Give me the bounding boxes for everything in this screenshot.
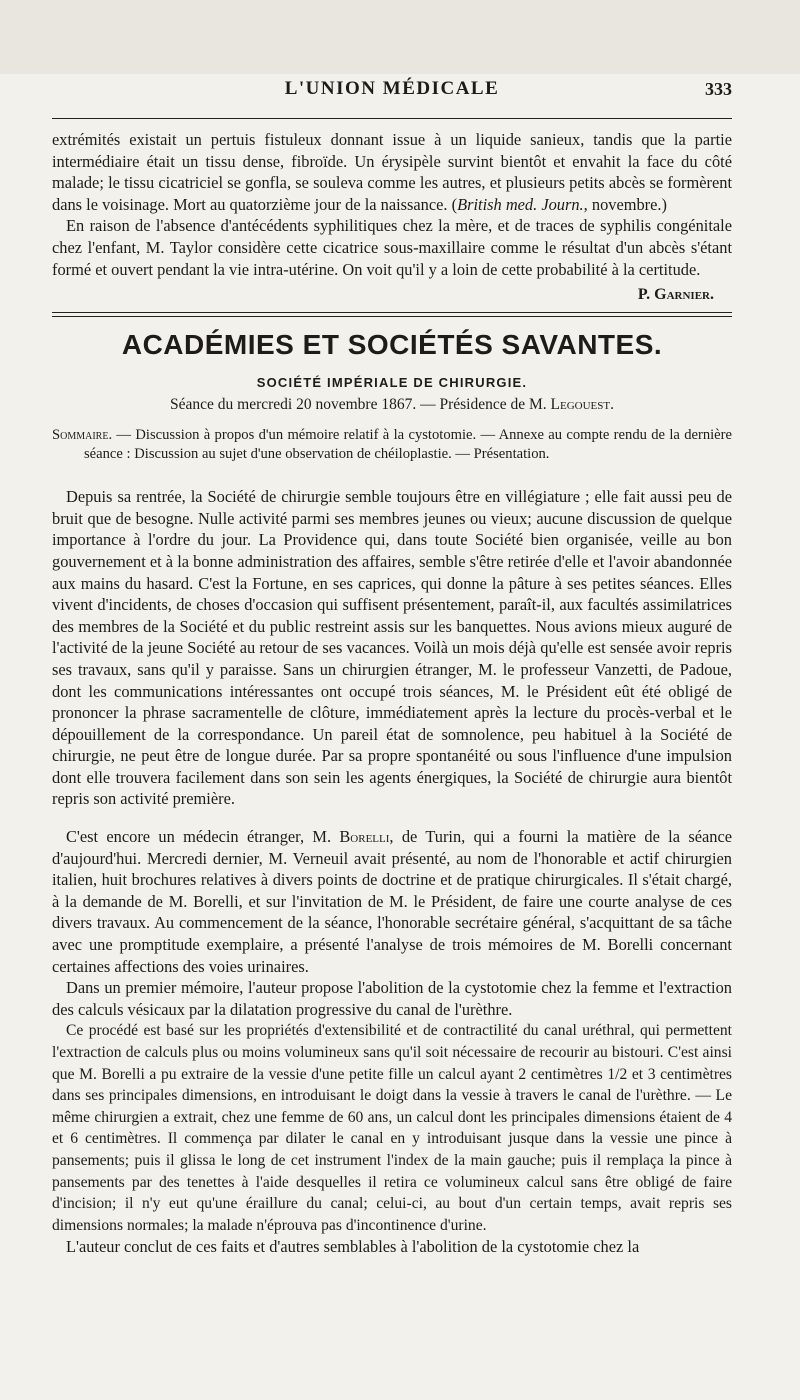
citation-journal: British med. Journ. (457, 194, 584, 214)
society-name: SOCIÉTÉ IMPÉRIALE DE CHIRURGIE. (256, 375, 528, 391)
page-number: 333 (705, 79, 732, 99)
section-divider (52, 312, 732, 317)
summary-label: Sommaire. (52, 427, 113, 444)
body-paragraph-4: Ce procédé est basé sur les propriétés d'extensibilité et de contractilité du canal uréthral, qui permettent l'extraction de calculs plus ou moins volumineux sans qu'il soit nécessaire de recourir au bistouri. C'est ainsi que M. Borelli a pu extraire de la vessie d'une petite fille un calcul ayant 2 centimètres 1/2 et 3 centimètres dans ses principales dimensions, en introduisant le doigt dans la vessie à travers le canal de l'urèthre. — Le même chirurgien a extrait, chez une femme de 60 ans, un calcul dont les principales dimensions étaient de 4 et 6 centimètres. Il commença par dilater le canal en y introduisant jusque dans la vessie une pince à pansements; puis il glissa le long de cet instrument l'index de la main gauche; puis il remplaça la pince à pansements par des tenettes à l'aide desquelles il retira ce volumineux calcul sans être obligé de faire d'incision; il n'y eut qu'une éraillure du canal; celui-ci, au bout d'un certain temps, avait repris ses dimensions normales; la malade n'éprouva pas d'incontinence d'urine. (52, 1022, 732, 1234)
session-line: Séance du mercredi 20 novembre 1867. — Présidence de M. Legouest. (170, 396, 614, 414)
page-header (52, 74, 732, 119)
author-signature: P. Garnier. (637, 286, 714, 304)
body-paragraph-2: C'est encore un médecin étranger, M. Borelli, de Turin, qui a fourni la matière de la séance d'aujourd'hui. Mercredi dernier, M. Verneuil avait présenté, au nom de l'honorable et actif chirurgien italien, huit brochures relatives à divers points de doctrine et de pratique chirurgicales. Il s'était chargé, à la demande de M. Borelli, et sur l'invitation de M. le Président, de faire une courte analyse de ces divers travaux. Au commencement de la séance, l'honorable secrétaire général, s'acquittant de sa tâche avec une promptitude exemplaire, a présenté l'analyse de trois mémoires de M. Borelli concernant certaines affections des voies urinaires. (52, 827, 733, 976)
journal-title: L'UNION MÉDICALE (284, 78, 500, 99)
session-summary: Sommaire. — Discussion à propos d'un mémoire relatif à la cystotomie. — Annexe au compte rendu de la dernière séance : Discussion au sujet d'une observation de chéiloplastie. — Présentation. (52, 427, 732, 463)
section-title: ACADÉMIES ET SOCIÉTÉS SAVANTES. (121, 329, 663, 361)
body-paragraph-1: Depuis sa rentrée, la Société de chirurgie semble toujours être en villégiature ; elle fait aussi peu de bruit que de besogne. Nulle activité parmi ses membres jeunes ou vieux; aucune discussion de quelque importance à l'ordre du jour. La Providence qui, dans toute Société bien organisée, veille au bon gouvernement et à la bonne administration des affaires, semble s'être retirée d'elle et l'avoir abandonnée aux mains du hasard. C'est la Fortune, en ses caprices, qui donne la pâture à ses petites séances. Elles vivent d'incidents, de choses d'occasion qui suffisent présentement, paraît-il, aux facultés assimilatrices des membres de la Société et du public restreint assis sur les banquettes. Nous avions mieux auguré de l'activité de la jeune Société au retour de ses vacances. Voilà un mois déjà qu'elle est sensée avoir repris ses travaux, sans qu'il y paraisse. Sans un chirurgien étranger, M. le professeur Vanzetti, de Padoue, dont les communications intéressantes ont occupé trois séances, M. le Président eût été obligé de prononcer la phrase sacramentelle de clôture, immédiatement après la lecture du procès-verbal et le dépouillement de la correspondance. Un pareil état de somnolence, peu habituel à la Société de chirurgie, ne peut être de longue durée. Par sa propre spontanéité ou sous l'influence d'une impulsion dont elle trouvera facilement dans son sein les agents énergiques, la Société de chirurgie aura bientôt repris son activité première. (52, 487, 732, 809)
body-paragraph-3: Dans un premier mémoire, l'auteur propose l'abolition de la cystotomie chez la femme et l'extraction des calculs vésicaux par la dilatation progressive du canal de l'urèthre. (52, 978, 732, 1019)
paragraph-gap (52, 810, 732, 826)
journal-page (0, 74, 800, 1400)
intro-paragraph-1: extrémités existait un pertuis fistuleux donnant issue à un liquide sanieux, tandis que la partie intermédiaire était un tissu dense, fibroïde. Un érysipèle survint bientôt et envahit la face du côté malade; le tissu cicatriciel se gonfla, se souleva comme les autres, et plusieurs petits abcès se formèrent dans le voisinage. Mort au quatorzième jour de la naissance. (British med. Journ., novembre.) (52, 130, 732, 214)
intro-paragraph-2: En raison de l'absence d'antécédents syphilitiques chez la mère, et de traces de syphilis congénitale chez l'enfant, M. Taylor considère cette cicatrice sous-maxillaire comme le résultat d'un abcès s'étant formé et ouvert pendant la vie intra-utérine. On voit qu'il y a loin de cette probabilité à la certitude. (52, 216, 732, 279)
author-name-borelli: Borelli (339, 827, 390, 847)
president-name: Legouest. (550, 396, 614, 414)
body-paragraph-5: L'auteur conclut de ces faits et d'autres semblables à l'abolition de la cystotomie chez la (66, 1237, 640, 1257)
